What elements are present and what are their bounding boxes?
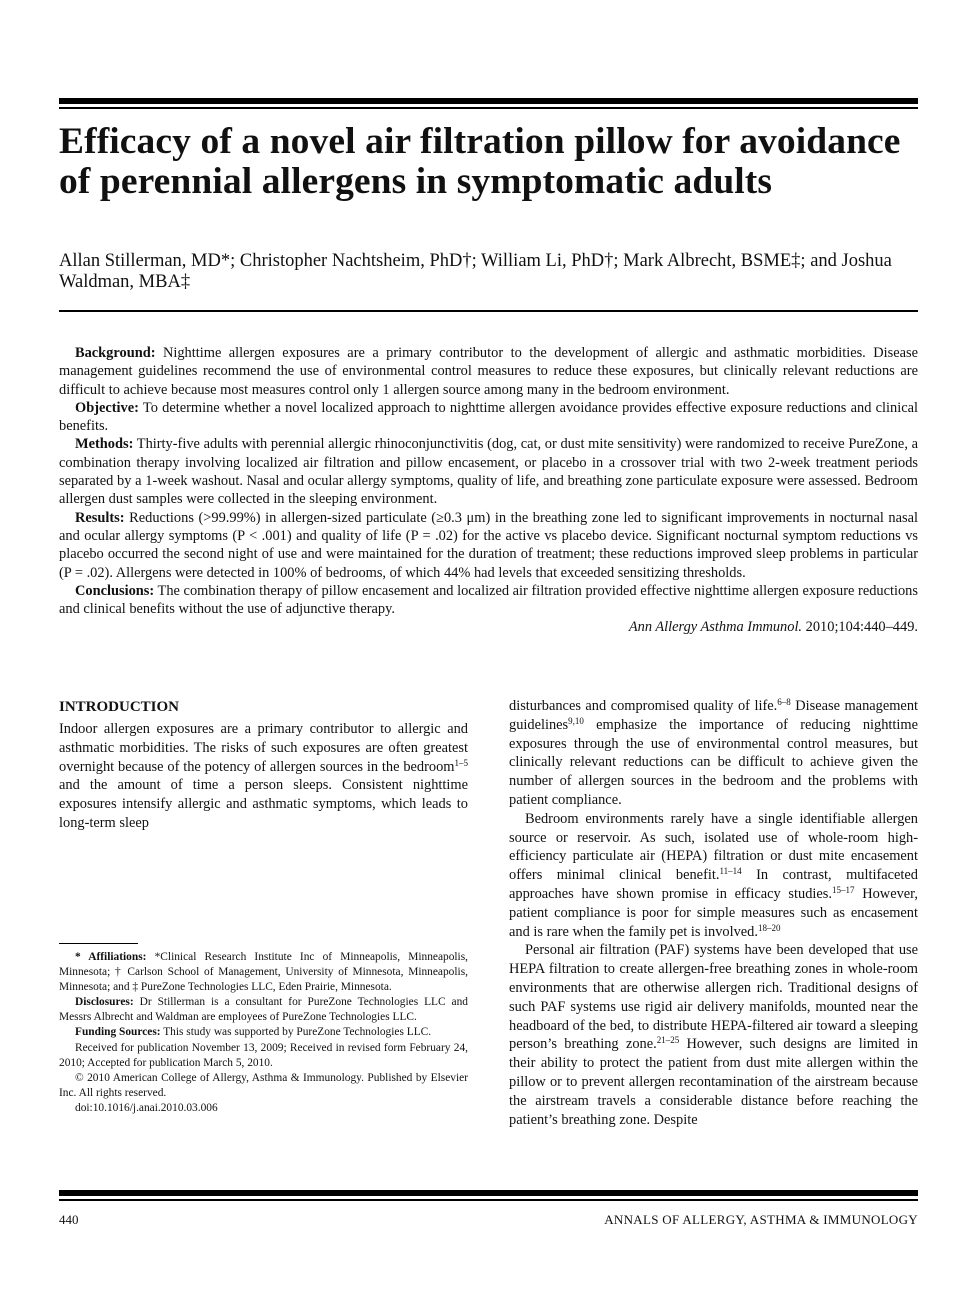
section-heading-introduction: INTRODUCTION <box>59 699 180 715</box>
reference-superscript: 1–5 <box>454 757 468 768</box>
paragraph-text: However, patient compliance is poor for simple measures such as encasement and is rare when the family pet is involved. <box>509 885 918 940</box>
paragraph-text: Personal air filtration (PAF) systems have been developed that use HEPA filtration to create allergen-free breathing zones in whole-room environments that are otherwise allergen rich. Traditional designs of such PAF systems use rigid air delivery manifolds, mounted near the headboard of the bed, to distribute HEPA-filtered air toward a sleeping person’s breathing zone. <box>509 942 918 1053</box>
footnote-funding <box>59 1025 468 1040</box>
running-footer-journal: ANNALS OF ALLERGY, ASTHMA & IMMUNOLOGY <box>604 1212 918 1227</box>
footnote-affiliations <box>59 950 468 995</box>
footnote-divider <box>59 943 138 944</box>
methods-label: Methods: <box>75 436 134 453</box>
footnote-text: Dr Stillerman is a consultant for PureZone Technologies LLC and Messrs Albrecht and Waldman are employees of PureZone Technologies LLC. <box>59 996 468 1024</box>
abstract-methods <box>59 435 918 508</box>
conclusions-text: The combination therapy of pillow encasement and localized air filtration provided effective nighttime allergen exposure reductions and clinical benefits without the use of adjunctive therapy. <box>59 582 918 618</box>
footnote-doi: doi:10.1016/j.anai.2010.03.006 <box>75 1101 218 1114</box>
citation <box>59 618 918 636</box>
author-list: Allan Stillerman, MD*; Christopher Nachtsheim, PhD†; William Li, PhD†; Mark Albrecht, BSME‡; and Joshua Waldman, MBA‡ <box>59 251 892 292</box>
paragraph-text: Disease management guidelines <box>509 698 919 733</box>
abstract-conclusions <box>59 582 918 619</box>
abstract-background <box>59 344 918 399</box>
paragraph-text: disturbances and compromised quality of life. <box>509 698 778 714</box>
reference-superscript: 18–20 <box>757 922 781 933</box>
footnote-received: Received for publication November 13, 2009; Received in revised form February 24, 2010; Accepted for publication March 5, 2010. <box>59 1041 468 1069</box>
body-paragraph <box>509 941 918 1129</box>
objective-text: To determine whether a novel localized approach to nighttime allergen avoidance provides effective exposure reductions and clinical benefits. <box>59 399 918 435</box>
top-rule-thin <box>59 107 918 109</box>
footnote-text: *Clinical Research Institute Inc of Minneapolis, Minneapolis, Minnesota; † Carlson School of Management, University of Minnesota, Minneapolis, Minnesota; and ‡ PureZone Technologies LLC, Eden Prairie, Minnesota. <box>59 951 469 994</box>
citation-ref: 2010;104:440–449. <box>805 619 918 636</box>
article-title: Efficacy of a novel air filtration pillow for avoidance of perennial allergens in symptomatic adults <box>59 121 901 202</box>
background-text: Nighttime allergen exposures are a primary contributor to the development of allergic and asthmatic morbidities. Disease management guidelines recommend the use of environmental control measures to reduce these exposures, but clinically relevant reductions are difficult to achieve because most measures control only 1 allergen source among many in the bedroom environment. <box>59 345 918 398</box>
conclusions-label: Conclusions: <box>75 582 155 599</box>
reference-superscript: 21–25 <box>656 1035 680 1046</box>
page-number: 440 <box>59 1212 79 1227</box>
paragraph-text: emphasize the importance of reducing nighttime exposures through the use of environmental control measures, but clinically relevant reductions can be difficult to achieve given the number of allergen sources in the bedroom and the problems with patient compliance. <box>509 716 918 808</box>
citation-journal: Ann Allergy Asthma Immunol. <box>628 619 803 636</box>
top-rule-thick <box>59 98 918 104</box>
abstract-objective <box>59 399 918 436</box>
funding-label: Funding Sources: <box>75 1026 161 1039</box>
header-divider <box>59 310 918 312</box>
bottom-rule-thin <box>59 1199 918 1201</box>
reference-superscript: 15–17 <box>832 884 855 895</box>
results-text: Reductions (>99.99%) in allergen-sized particulate (≥0.3 μm) in the breathing zone led to significant improvements in nocturnal nasal and ocular allergy symptoms (P < .001) and quality of life (P = .02) for the active vs placebo device. Significant nocturnal symptom reductions vs placebo occurred the second night of use and were maintained for the duration of treatment; these reductions improved sleep problems in particular (P = .02). Allergens were detected in 100% of bedrooms, of which 44% had levels that exceeded sensitizing thresholds. <box>59 509 918 581</box>
body-column-right <box>509 697 918 1129</box>
disclosures-label: Disclosures: <box>75 996 134 1009</box>
affiliations-label: * Affiliations: <box>75 951 147 963</box>
background-label: Background: <box>75 345 156 361</box>
body-paragraph <box>509 697 918 810</box>
results-label: Results: <box>75 509 125 526</box>
footnotes <box>59 950 468 1116</box>
reference-superscript: 6–8 <box>777 697 791 707</box>
paragraph-text: In contrast, multifaceted approaches have shown promise in efficacy studies. <box>509 867 918 902</box>
footnote-text: This study was supported by PureZone Technologies LLC. <box>160 1026 432 1039</box>
objective-label: Objective: <box>75 399 139 416</box>
abstract-results <box>59 509 918 582</box>
body-paragraph <box>59 720 468 833</box>
footnote-copyright: © 2010 American College of Allergy, Asthma & Immunology. Published by Elsevier Inc. All rights reserved. <box>59 1071 468 1099</box>
paragraph-text: Indoor allergen exposures are a primary contributor to allergic and asthmatic morbidities. The risks of such exposures are often greatest overnight because of the potency of allergen sources in the bedroom <box>59 721 468 775</box>
reference-superscript: 9,10 <box>568 715 584 726</box>
bottom-rule-thick <box>59 1190 918 1196</box>
body-paragraph <box>509 810 918 942</box>
paragraph-text: Bedroom environments rarely have a single identifiable allergen source or reservoir. As such, isolated use of whole-room high-efficiency particulate air (HEPA) filtration or dust mite encasement offers minimal clinical benefit. <box>509 810 918 884</box>
paragraph-text: However, such designs are limited in their ability to protect the patient from dust mite allergen within the pillow or to prevent allergen recontamination of the airstream because the airstream travels a considerable distance before reaching the patient’s breathing zone. Despite <box>509 1036 918 1128</box>
abstract <box>59 344 918 637</box>
methods-text: Thirty-five adults with perennial allergic rhinoconjunctivitis (dog, cat, or dust mite sensitivity) were randomized to receive PureZone, a combination therapy involving localized air filtration and pillow encasement, or placebo in a crossover trial with two 2-week treatment periods separated by a 1-week washout. Nasal and ocular allergy symptoms, quality of life, and breathing zone particulate exposure were assessed. Bedroom allergen dust samples were collected in the sleeping environment. <box>59 436 918 508</box>
paragraph-text: and the amount of time a person sleeps. Consistent nighttime exposures intensify allergic and asthmatic symptoms, which leads to long-term sleep <box>59 777 468 831</box>
body-column-left <box>59 697 468 833</box>
reference-superscript: 11–14 <box>719 866 742 877</box>
footnote-disclosures <box>59 995 468 1025</box>
